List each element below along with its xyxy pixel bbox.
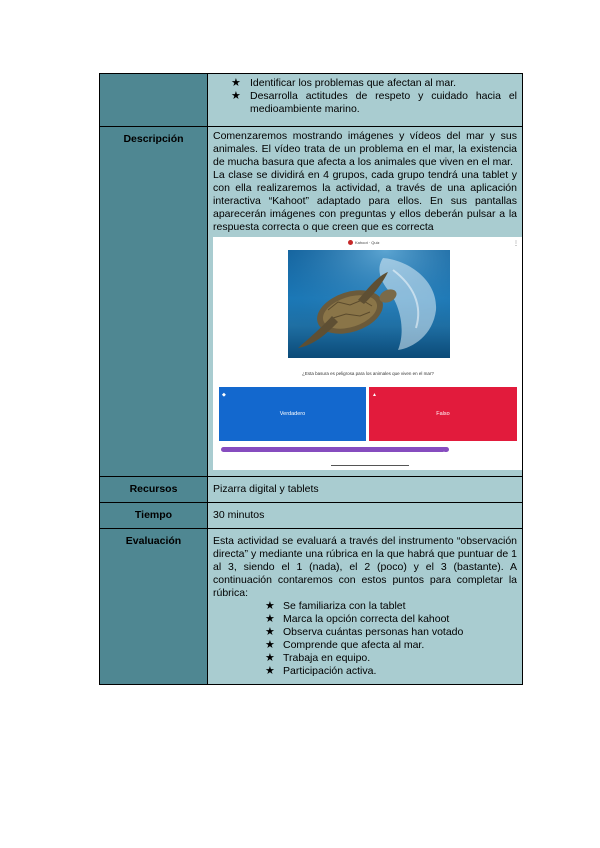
objectives-row bbox=[100, 74, 523, 127]
list-item: ★ Desarrolla actitudes de respeto y cuidado hacia el medioambiente marino. bbox=[231, 90, 517, 115]
list-item: ★ Identificar los problemas que afectan al mar. bbox=[231, 77, 457, 89]
lesson-plan-table bbox=[99, 73, 523, 685]
evaluacion-list bbox=[213, 600, 517, 678]
recursos-value: Pizarra digital y tablets bbox=[208, 477, 523, 503]
kahoot-header: Kahoot · Quiz bbox=[348, 239, 392, 246]
descripcion-label: Descripción bbox=[100, 127, 208, 477]
star-icon: ★ bbox=[231, 90, 241, 102]
objectives-label-cell bbox=[100, 74, 208, 127]
diamond-icon: ◆ bbox=[222, 392, 226, 398]
star-icon: ★ bbox=[265, 665, 275, 677]
list-item: ★ Marca la opción correcta del kahoot bbox=[265, 613, 450, 625]
objectives-list bbox=[213, 77, 517, 116]
menu-icon: ⋮ bbox=[513, 241, 519, 247]
star-icon: ★ bbox=[265, 600, 275, 612]
star-icon: ★ bbox=[231, 77, 241, 89]
kahoot-question: ¿Esta basura es peligrosa para los animales que viven en el mar? bbox=[302, 371, 434, 376]
answer-count: 0 bbox=[443, 450, 445, 455]
descripcion-row bbox=[100, 127, 523, 477]
turtle-illustration bbox=[288, 250, 450, 358]
answers-progress-bar bbox=[221, 447, 449, 455]
home-indicator bbox=[331, 465, 409, 466]
list-item: ★ Trabaja en equipo. bbox=[265, 652, 371, 664]
recursos-row bbox=[100, 477, 523, 503]
tiempo-label: Tiempo bbox=[100, 503, 208, 529]
list-item: ★ Comprende que afecta al mar. bbox=[265, 639, 425, 651]
descripcion-content-cell bbox=[208, 127, 523, 477]
list-item: ★ Observa cuántas personas han votado bbox=[265, 626, 464, 638]
list-item: ★ Se familiariza con la tablet bbox=[265, 600, 406, 612]
tiempo-row bbox=[100, 503, 523, 529]
recursos-label: Recursos bbox=[100, 477, 208, 503]
objectives-content-cell bbox=[208, 74, 523, 127]
evaluacion-paragraph: Esta actividad se evaluará a través del instrumento “observación directa” y mediante una rúbrica en la que habrá que puntuar de 1 al 3, siendo el 1 (nada), el 2 (poco) y el 3 (bastante). A continuación contaremos con estos puntos para completar la rúbrica: bbox=[213, 535, 517, 599]
evaluacion-label: Evaluación bbox=[100, 529, 208, 685]
descripcion-paragraph-2: La clase se dividirá en 4 grupos, cada grupo tendrá una tablet y con ella realizaremos la actividad, a través de una aplicación interactiva “Kahoot” adaptado para ellos. En sus pantallas aparecerán imágenes con preguntas y ellos deberán pulsar a la respuesta correcta o que creen que es correcta bbox=[213, 169, 517, 233]
tiempo-value: 30 minutos bbox=[208, 503, 523, 529]
answer-false-button[interactable]: ▲ Falso bbox=[369, 387, 517, 441]
evaluacion-row bbox=[100, 529, 523, 685]
star-icon: ★ bbox=[265, 639, 275, 651]
sea-turtle-plastic-image bbox=[288, 250, 450, 358]
star-icon: ★ bbox=[265, 613, 275, 625]
triangle-icon: ▲ bbox=[372, 392, 377, 398]
star-icon: ★ bbox=[265, 626, 275, 638]
kahoot-screenshot bbox=[213, 237, 522, 470]
list-item: ★ Participación activa. bbox=[265, 665, 377, 677]
evaluacion-content-cell bbox=[208, 529, 523, 685]
answer-true-button[interactable]: ◆ Verdadero bbox=[219, 387, 366, 441]
star-icon: ★ bbox=[265, 652, 275, 664]
kahoot-logo-icon bbox=[348, 240, 353, 245]
descripcion-paragraph-1: Comenzaremos mostrando imágenes y vídeos del mar y sus animales. El vídeo trata de un problema en el mar, la existencia de mucha basura que afecta a los animales que viven en el mar. bbox=[213, 130, 517, 168]
